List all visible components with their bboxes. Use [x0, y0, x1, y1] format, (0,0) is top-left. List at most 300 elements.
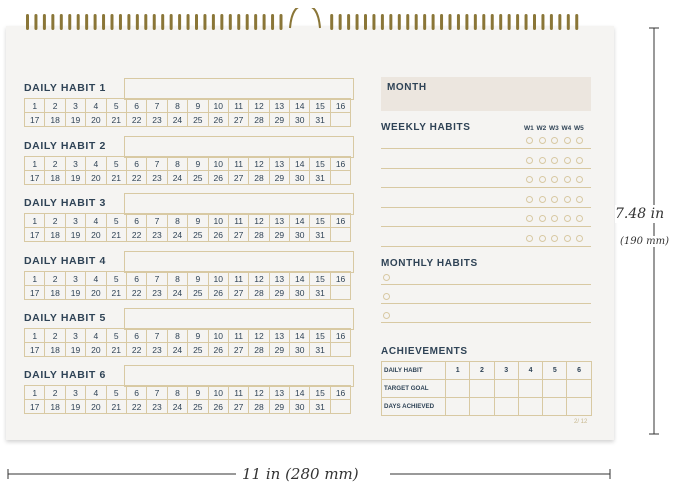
weekly-habit-line[interactable]	[381, 187, 591, 188]
spiral-coil	[449, 14, 452, 30]
day-cell[interactable]: 20	[86, 171, 106, 185]
day-cell[interactable]: 7	[147, 214, 167, 228]
day-cell[interactable]: 31	[310, 343, 330, 357]
day-cell[interactable]: 18	[45, 400, 65, 414]
day-cell[interactable]: 13	[270, 157, 290, 171]
day-cell[interactable]: 17	[25, 171, 45, 185]
spiral-coil	[364, 14, 367, 30]
day-cell[interactable]: 19	[66, 113, 86, 127]
achievements-cell[interactable]	[519, 380, 543, 398]
day-cell[interactable]: 9	[188, 99, 208, 113]
day-cell[interactable]: 21	[107, 343, 127, 357]
day-cell[interactable]: 19	[66, 286, 86, 300]
day-cell[interactable]	[331, 286, 351, 300]
week-checkbox[interactable]	[576, 137, 583, 144]
day-cell[interactable]: 5	[107, 214, 127, 228]
day-cell[interactable]: 20	[86, 286, 106, 300]
day-cell[interactable]: 29	[270, 286, 290, 300]
day-cell[interactable]: 22	[127, 171, 147, 185]
week-checkbox[interactable]	[576, 196, 583, 203]
day-cell[interactable]: 7	[147, 386, 167, 400]
day-cell[interactable]: 13	[270, 386, 290, 400]
week-checkbox[interactable]	[526, 215, 533, 222]
monthly-habit-line[interactable]	[381, 303, 591, 304]
spiral-coil	[254, 14, 257, 30]
spiral-coil	[558, 14, 561, 30]
day-cell[interactable]: 10	[209, 157, 229, 171]
day-cell[interactable]: 10	[209, 272, 229, 286]
day-cell[interactable]: 11	[229, 386, 249, 400]
daily-habit-name-field[interactable]	[124, 251, 354, 273]
day-cell[interactable]: 11	[229, 214, 249, 228]
day-cell[interactable]: 30	[290, 171, 310, 185]
day-cell[interactable]: 22	[127, 286, 147, 300]
day-cell[interactable]: 19	[66, 171, 86, 185]
day-cell[interactable]: 7	[147, 329, 167, 343]
day-cell[interactable]: 12	[249, 329, 269, 343]
spiral-coil	[212, 14, 215, 30]
day-cell[interactable]: 1	[25, 272, 45, 286]
day-cell[interactable]: 27	[229, 228, 249, 242]
day-cell[interactable]: 27	[229, 113, 249, 127]
day-cell[interactable]: 29	[270, 113, 290, 127]
monthly-checkbox[interactable]	[383, 274, 390, 281]
monthly-habit-line[interactable]	[381, 284, 591, 285]
monthly-checkbox[interactable]	[383, 293, 390, 300]
day-cell[interactable]: 9	[188, 386, 208, 400]
achievements-cell[interactable]	[567, 380, 591, 398]
day-cell[interactable]: 23	[147, 286, 167, 300]
day-cell[interactable]: 31	[310, 228, 330, 242]
day-cell[interactable]: 10	[209, 99, 229, 113]
spiral-coil	[372, 14, 375, 30]
day-cell[interactable]: 28	[249, 286, 269, 300]
day-cell[interactable]: 15	[310, 99, 330, 113]
day-cell[interactable]: 15	[310, 386, 330, 400]
day-cell[interactable]: 18	[45, 286, 65, 300]
day-cell[interactable]: 21	[107, 400, 127, 414]
day-cell[interactable]: 5	[107, 99, 127, 113]
day-cell[interactable]: 6	[127, 214, 147, 228]
day-cell[interactable]	[331, 343, 351, 357]
day-cell[interactable]: 17	[25, 228, 45, 242]
day-cell[interactable]: 16	[331, 157, 351, 171]
week-checkbox[interactable]	[551, 176, 558, 183]
daily-habit-day-grid	[24, 328, 351, 357]
day-cell[interactable]: 25	[188, 343, 208, 357]
day-cell[interactable]: 5	[107, 157, 127, 171]
spiral-coil	[77, 14, 80, 30]
day-cell[interactable]: 6	[127, 329, 147, 343]
week-checkbox[interactable]	[526, 176, 533, 183]
day-cell[interactable]: 30	[290, 113, 310, 127]
day-cell[interactable]: 25	[188, 171, 208, 185]
daily-habit-name-field[interactable]	[124, 193, 354, 215]
day-cell[interactable]: 13	[270, 329, 290, 343]
week-checkbox[interactable]	[526, 235, 533, 242]
day-cell[interactable]: 1	[25, 386, 45, 400]
day-cell[interactable]: 18	[45, 228, 65, 242]
day-cell[interactable]: 29	[270, 343, 290, 357]
spiral-coil	[170, 14, 173, 30]
week-checkbox[interactable]	[564, 137, 571, 144]
day-cell[interactable]: 7	[147, 157, 167, 171]
week-checkbox[interactable]	[551, 215, 558, 222]
daily-habit-title: DAILY HABIT 1	[24, 82, 106, 94]
day-cell[interactable]: 4	[86, 272, 106, 286]
day-cell[interactable]: 16	[331, 329, 351, 343]
day-cell[interactable]: 23	[147, 343, 167, 357]
spiral-coil	[119, 14, 122, 30]
daily-habit-day-grid	[24, 271, 351, 300]
day-cell[interactable]: 25	[188, 228, 208, 242]
spiral-coil	[508, 14, 511, 30]
daily-habit-name-field[interactable]	[124, 365, 354, 387]
day-cell[interactable]: 14	[290, 99, 310, 113]
day-cell[interactable]: 9	[188, 214, 208, 228]
spiral-coil	[136, 14, 139, 30]
day-cell[interactable]: 22	[127, 400, 147, 414]
day-cell[interactable]	[331, 113, 351, 127]
week-checkbox[interactable]	[551, 157, 558, 164]
day-cell[interactable]: 27	[229, 343, 249, 357]
week-checkbox[interactable]	[551, 235, 558, 242]
day-cell[interactable]: 24	[168, 113, 188, 127]
day-cell[interactable]: 21	[107, 286, 127, 300]
day-cell[interactable]	[331, 400, 351, 414]
weekly-habit-line[interactable]	[381, 148, 591, 149]
week-checkbox[interactable]	[526, 196, 533, 203]
week-checkbox[interactable]	[576, 235, 583, 242]
day-cell[interactable]: 7	[147, 99, 167, 113]
week-checkbox[interactable]	[564, 235, 571, 242]
weekly-habit-line[interactable]	[381, 207, 591, 208]
day-cell[interactable]: 26	[209, 228, 229, 242]
day-cell[interactable]: 27	[229, 286, 249, 300]
day-cell[interactable]: 13	[270, 272, 290, 286]
day-cell[interactable]: 12	[249, 157, 269, 171]
day-cell[interactable]: 26	[209, 286, 229, 300]
week-checkbox[interactable]	[564, 215, 571, 222]
week-checkbox[interactable]	[539, 196, 546, 203]
spiral-coil	[144, 14, 147, 30]
week-checkbox[interactable]	[539, 215, 546, 222]
day-cell[interactable]: 30	[290, 228, 310, 242]
day-cell[interactable]: 24	[168, 228, 188, 242]
day-cell[interactable]: 23	[147, 171, 167, 185]
day-cell[interactable]: 6	[127, 272, 147, 286]
achievements-cell[interactable]	[446, 380, 470, 398]
day-cell[interactable]: 25	[188, 286, 208, 300]
day-cell[interactable]: 2	[45, 214, 65, 228]
day-cell[interactable]: 16	[331, 99, 351, 113]
day-cell[interactable]: 28	[249, 400, 269, 414]
day-cell[interactable]: 4	[86, 386, 106, 400]
day-cell[interactable]: 29	[270, 171, 290, 185]
spiral-coil	[474, 14, 477, 30]
day-cell[interactable]: 24	[168, 171, 188, 185]
day-cell[interactable]: 6	[127, 99, 147, 113]
day-cell[interactable]: 9	[188, 329, 208, 343]
achievements-cell[interactable]	[470, 380, 494, 398]
spiral-coil	[26, 14, 29, 30]
day-cell[interactable]: 17	[25, 400, 45, 414]
achievements-cell[interactable]	[519, 398, 543, 416]
day-cell[interactable]: 20	[86, 343, 106, 357]
spiral-coil	[398, 14, 401, 30]
monthly-habit-line[interactable]	[381, 322, 591, 323]
achievements-cell[interactable]	[495, 398, 519, 416]
day-cell[interactable]: 24	[168, 343, 188, 357]
day-cell[interactable]: 14	[290, 157, 310, 171]
spiral-coil	[60, 14, 63, 30]
day-cell[interactable]: 31	[310, 286, 330, 300]
weekly-habit-line[interactable]	[381, 226, 591, 227]
day-cell[interactable]: 8	[168, 329, 188, 343]
day-cell[interactable]: 31	[310, 171, 330, 185]
day-cell[interactable]: 6	[127, 157, 147, 171]
day-cell[interactable]: 28	[249, 113, 269, 127]
day-cell[interactable]: 4	[86, 157, 106, 171]
daily-habit-day-grid	[24, 98, 351, 127]
day-cell[interactable]: 8	[168, 214, 188, 228]
day-cell[interactable]: 25	[188, 400, 208, 414]
day-cell[interactable]: 24	[168, 286, 188, 300]
day-cell[interactable]: 15	[310, 329, 330, 343]
day-cell[interactable]: 14	[290, 214, 310, 228]
achievements-cell[interactable]	[446, 398, 470, 416]
week-checkbox[interactable]	[551, 196, 558, 203]
day-cell[interactable]: 21	[107, 113, 127, 127]
day-cell[interactable]: 14	[290, 329, 310, 343]
daily-habit-title: DAILY HABIT 4	[24, 255, 106, 267]
daily-habit-name-field[interactable]	[124, 78, 354, 100]
day-cell[interactable]: 4	[86, 99, 106, 113]
day-cell[interactable]: 15	[310, 272, 330, 286]
day-cell[interactable]: 30	[290, 400, 310, 414]
week-checkbox[interactable]	[576, 215, 583, 222]
weekly-habit-line[interactable]	[381, 168, 591, 169]
day-cell[interactable]: 28	[249, 171, 269, 185]
day-cell[interactable]: 2	[45, 272, 65, 286]
week-header: W2	[536, 125, 547, 132]
spiral-coil	[525, 14, 528, 30]
week-checkbox[interactable]	[564, 196, 571, 203]
week-checkbox[interactable]	[576, 176, 583, 183]
day-cell[interactable]: 5	[107, 386, 127, 400]
spiral-coil	[482, 14, 485, 30]
day-cell[interactable]: 4	[86, 214, 106, 228]
day-cell[interactable]: 19	[66, 228, 86, 242]
daily-habit-name-field[interactable]	[124, 136, 354, 158]
day-cell[interactable]: 11	[229, 157, 249, 171]
day-cell[interactable]: 27	[229, 171, 249, 185]
day-cell[interactable]: 31	[310, 400, 330, 414]
spiral-coil	[34, 14, 37, 30]
achievements-cell[interactable]	[495, 380, 519, 398]
day-cell[interactable]: 20	[86, 113, 106, 127]
day-cell[interactable]: 13	[270, 214, 290, 228]
day-cell[interactable]: 8	[168, 272, 188, 286]
day-cell[interactable]: 28	[249, 228, 269, 242]
day-cell[interactable]: 24	[168, 400, 188, 414]
monthly-habits-title: MONTHLY HABITS	[381, 258, 478, 269]
day-cell[interactable]: 18	[45, 113, 65, 127]
day-cell[interactable]: 12	[249, 272, 269, 286]
day-cell[interactable]: 26	[209, 400, 229, 414]
spiral-binding	[22, 8, 588, 38]
day-cell[interactable]: 16	[331, 272, 351, 286]
week-checkbox[interactable]	[539, 235, 546, 242]
spiral-coil	[499, 14, 502, 30]
day-cell[interactable]: 1	[25, 329, 45, 343]
monthly-checkbox[interactable]	[383, 312, 390, 319]
day-cell[interactable]: 14	[290, 272, 310, 286]
day-cell[interactable]: 2	[45, 329, 65, 343]
day-cell[interactable]: 18	[45, 343, 65, 357]
day-cell[interactable]: 8	[168, 386, 188, 400]
spiral-coil	[280, 14, 283, 30]
day-cell[interactable]: 18	[45, 171, 65, 185]
day-cell[interactable]: 15	[310, 214, 330, 228]
day-cell[interactable]: 9	[188, 157, 208, 171]
day-cell[interactable]: 20	[86, 228, 106, 242]
day-cell[interactable]: 17	[25, 286, 45, 300]
week-checkbox[interactable]	[576, 157, 583, 164]
day-cell[interactable]: 29	[270, 228, 290, 242]
achievements-table	[381, 361, 592, 416]
day-cell[interactable]: 21	[107, 171, 127, 185]
day-cell[interactable]: 15	[310, 157, 330, 171]
day-cell[interactable]: 2	[45, 157, 65, 171]
day-cell[interactable]: 29	[270, 400, 290, 414]
day-cell[interactable]: 7	[147, 272, 167, 286]
day-cell[interactable]: 11	[229, 99, 249, 113]
day-cell[interactable]: 26	[209, 113, 229, 127]
day-cell[interactable]: 26	[209, 171, 229, 185]
day-cell[interactable]: 22	[127, 343, 147, 357]
day-cell[interactable]: 28	[249, 343, 269, 357]
day-cell[interactable]: 19	[66, 400, 86, 414]
day-cell[interactable]: 31	[310, 113, 330, 127]
day-cell[interactable]: 4	[86, 329, 106, 343]
day-cell[interactable]: 30	[290, 343, 310, 357]
achievements-cell[interactable]	[543, 380, 567, 398]
daily-habit-day-grid	[24, 385, 351, 414]
achievements-row-label: DAYS ACHIEVED	[382, 398, 446, 416]
day-cell[interactable]: 9	[188, 272, 208, 286]
day-cell[interactable]: 6	[127, 386, 147, 400]
spiral-coil	[94, 14, 97, 30]
achievements-column-header: 5	[543, 362, 567, 380]
day-cell[interactable]: 8	[168, 157, 188, 171]
achievements-column-header: 1	[446, 362, 470, 380]
achievements-cell[interactable]	[470, 398, 494, 416]
day-cell[interactable]: 5	[107, 329, 127, 343]
spiral-coil	[381, 14, 384, 30]
week-checkbox[interactable]	[551, 137, 558, 144]
day-cell[interactable]: 22	[127, 113, 147, 127]
week-checkbox[interactable]	[539, 157, 546, 164]
day-cell[interactable]: 26	[209, 343, 229, 357]
day-cell[interactable]	[331, 171, 351, 185]
day-cell[interactable]: 10	[209, 386, 229, 400]
day-cell[interactable]: 1	[25, 99, 45, 113]
day-cell[interactable]: 12	[249, 214, 269, 228]
day-cell[interactable]: 2	[45, 99, 65, 113]
day-cell[interactable]: 3	[66, 386, 86, 400]
achievements-cell[interactable]	[567, 398, 591, 416]
day-cell[interactable]: 23	[147, 113, 167, 127]
week-checkbox[interactable]	[539, 137, 546, 144]
day-cell[interactable]: 3	[66, 99, 86, 113]
day-cell[interactable]: 25	[188, 113, 208, 127]
daily-habit-name-field[interactable]	[124, 308, 354, 330]
day-cell[interactable]: 16	[331, 386, 351, 400]
day-cell[interactable]: 10	[209, 329, 229, 343]
day-cell[interactable]: 20	[86, 400, 106, 414]
day-cell[interactable]: 23	[147, 400, 167, 414]
week-checkbox[interactable]	[564, 176, 571, 183]
day-cell[interactable]: 1	[25, 157, 45, 171]
day-cell[interactable]: 12	[249, 99, 269, 113]
day-cell[interactable]: 13	[270, 99, 290, 113]
spiral-coil	[229, 14, 232, 30]
spiral-coil	[102, 14, 105, 30]
day-cell[interactable]: 12	[249, 386, 269, 400]
day-cell[interactable]: 3	[66, 272, 86, 286]
achievements-cell[interactable]	[543, 398, 567, 416]
day-cell[interactable]: 16	[331, 214, 351, 228]
day-cell[interactable]	[331, 228, 351, 242]
spiral-coil	[111, 14, 114, 30]
week-checkbox[interactable]	[526, 137, 533, 144]
achievements-row-label: TARGET GOAL	[382, 380, 446, 398]
day-cell[interactable]: 2	[45, 386, 65, 400]
spiral-coil	[465, 14, 468, 30]
week-checkbox[interactable]	[526, 157, 533, 164]
week-checkbox[interactable]	[539, 176, 546, 183]
day-cell[interactable]: 22	[127, 228, 147, 242]
day-cell[interactable]: 17	[25, 113, 45, 127]
week-header: W1	[524, 125, 534, 132]
week-checkbox[interactable]	[564, 157, 571, 164]
day-cell[interactable]: 3	[66, 157, 86, 171]
daily-habit-title: DAILY HABIT 2	[24, 140, 106, 152]
day-cell[interactable]: 17	[25, 343, 45, 357]
day-cell[interactable]: 1	[25, 214, 45, 228]
day-cell[interactable]: 21	[107, 228, 127, 242]
day-cell[interactable]: 19	[66, 343, 86, 357]
day-cell[interactable]: 5	[107, 272, 127, 286]
day-cell[interactable]: 27	[229, 400, 249, 414]
day-cell[interactable]: 11	[229, 329, 249, 343]
day-cell[interactable]: 14	[290, 386, 310, 400]
day-cell[interactable]: 30	[290, 286, 310, 300]
weekly-habit-line[interactable]	[381, 246, 591, 247]
week-header: W4	[561, 125, 572, 132]
day-cell[interactable]: 11	[229, 272, 249, 286]
daily-habit-day-grid	[24, 156, 351, 185]
week-header: W3	[549, 125, 559, 132]
day-cell[interactable]: 3	[66, 214, 86, 228]
day-cell[interactable]: 10	[209, 214, 229, 228]
spiral-coil	[187, 14, 190, 30]
spiral-coil	[43, 14, 46, 30]
day-cell[interactable]: 8	[168, 99, 188, 113]
day-cell[interactable]: 23	[147, 228, 167, 242]
day-cell[interactable]: 3	[66, 329, 86, 343]
